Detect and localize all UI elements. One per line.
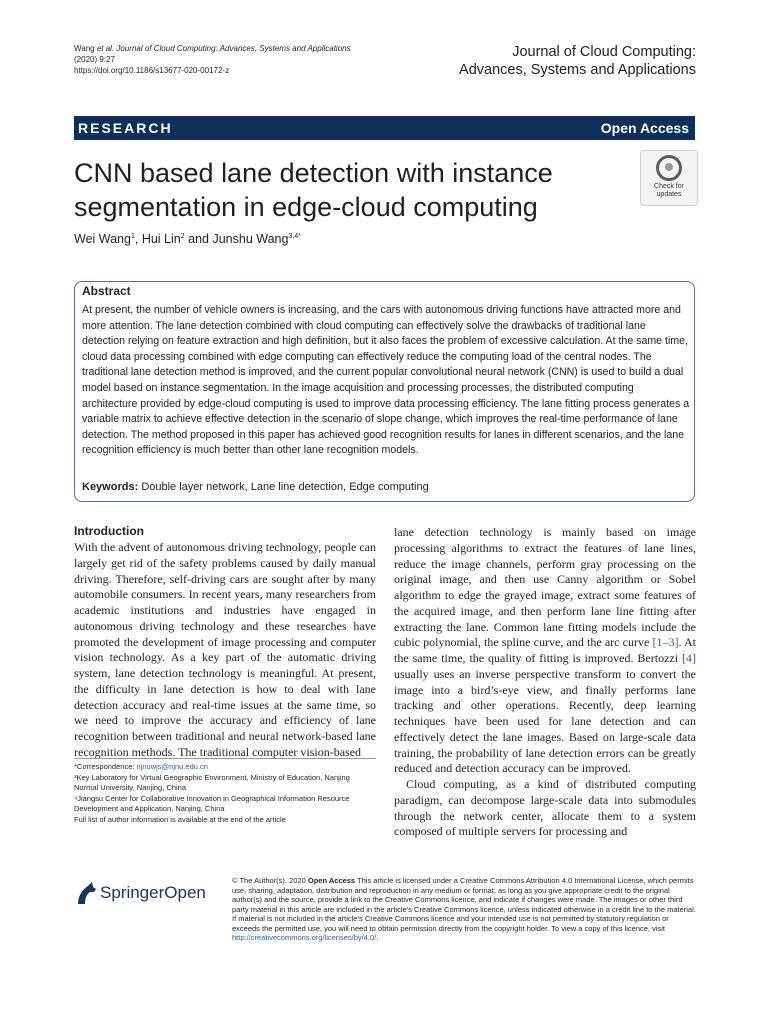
open-access-label: Open Access (600, 120, 689, 136)
keywords (82, 481, 690, 493)
author-info-note: Full list of author information is available at the end of the article (74, 814, 286, 824)
citation-link[interactable]: [4] (682, 651, 696, 665)
citation-journal: et al. Journal of Cloud Computing: Advances, Systems and Applications (96, 44, 351, 53)
section-label: RESEARCH (78, 120, 173, 136)
journal-name-line2: Advances, Systems and Applications (459, 62, 696, 78)
body-column-right (394, 525, 696, 840)
section-heading-introduction: Introduction (74, 524, 144, 538)
correspondence-email-link[interactable]: njnuwjs@njnu.edu.cn (136, 762, 208, 771)
license-text (232, 876, 698, 943)
author-affiliation: 2 (180, 232, 185, 240)
body-paragraph: lane detection technology is mainly based on image processing algorithms to extract the features of lane lines, reduce the image channels, perform gray processing on the original image, and then use Canny algorithm or Sobel algorithm to edge the grayed image, extract some features of the acquired image, and then perform lane line fitting after extracting the lane. Common lane fitting models include the cubic polynomial, the spline curve, and the arc curve (394, 525, 696, 650)
section-banner (74, 116, 695, 140)
crossmark-icon (656, 155, 682, 181)
springer-open-logo (74, 880, 219, 910)
author-name: Hui Lin (141, 232, 181, 246)
check-for-updates-button[interactable] (640, 150, 698, 206)
body-column-left: With the advent of autonomous driving technology, people can largely get rid of the safety problems caused by daily manual driving. Therefore, self-driving cars are sought after by many automobile consumers. In recent years, many researchers from academic institutions and industries have engaged in autonomous driving technology and these researches have promoted the development of image processing and computer vision technology. As a key part of the automatic driving system, lane detection technology is meaningful. At present, the difficulty in lane detection is how to deal with lane detection accuracy and real-time issues at the same time, so we need to improve the accuracy and efficiency of lane recognition between traditional and neural network-based lane recognition methods. The traditional computer vision-based (74, 540, 376, 759)
check-updates-line1: Check for (654, 183, 684, 190)
author-separator: and (184, 232, 213, 246)
citation-meta (74, 43, 374, 76)
keywords-list: Double layer network, Lane line detection, Edge computing (141, 481, 429, 493)
license-body: This article is licensed under a Creative Commons Attribution 4.0 International License, which permits use, sharing, adaptation, distribution and reproduction in any medium or format, as long as you give appropriate credit to the original author(s) and the source, provide a link to the Creative Commons licence, and indicate if changes were made. The images or other third party material in this article are included in the article’s Creative Commons licence, unless indicated otherwise in a credit line to the material. If material is not included in the article’s Creative Commons licence and your intended use is not permitted by statutory regulation or exceeds the permitted use, you will need to obtain permission directly from the copyright holder. To view a copy of this licence, visit (232, 876, 696, 933)
author-name: Wei Wang (74, 232, 131, 246)
copyright: © The Author(s). 2020 (232, 876, 308, 885)
citation-year: (2020) 9:27 (74, 55, 115, 64)
body-paragraph: usually uses an inverse perspective transform to convert the image into a bird’s-eye view, and finally performs lane tracking and other operations. Recently, deep learning techniques have been used for lane detection and can effectively detect the lane images. Based on large-scale data training, the probability of lane detection errors can be greatly reduced and detection accuracy can be improved. (394, 666, 696, 776)
author-separator: , (134, 232, 142, 246)
footnote-divider (74, 758, 376, 759)
affiliation-footnote: ³Key Laboratory for Virtual Geographic Environment, Ministry of Education, Nanjing Normal University, Nanjing, China (74, 772, 350, 793)
body-paragraph: . At the same time, the quality of fitting is improved. Bertozzi (394, 635, 696, 665)
keywords-label: Keywords: (82, 481, 139, 493)
author-name: Junshu Wang (212, 232, 289, 246)
body-paragraph: Cloud computing, as a kind of distributed computing paradigm, can decompose large-scale data into submodules through the network center, allocate them to a system composed of multiple servers for processing and (394, 777, 696, 839)
affiliation-footnote: ⁴Jiangsu Center for Collaborative Innovation in Geographical Information Resource Development and Application, Nanjing, China (74, 793, 350, 814)
springer-horse-icon (74, 880, 98, 908)
abstract-text: At present, the number of vehicle owners is increasing, and the cars with autonomous driving functions have attracted more and more attention. The lane detection combined with cloud computing can effectively solve the drawbacks of traditional lane detection relying on feature extraction and high definition, but it also faces the problem of excessive calculation. At the same time, cloud data processing combined with edge computing can effectively reduce the computing load of the central nodes. The traditional lane detection method is improved, and the current popular convolutional neural network (CNN) is used to build a dual model based on instance segmentation. In the image acquisition and processing processes, the distributed computing architecture provided by edge-cloud computing is used to improve data processing efficiency. The lane fitting process generates a variable matrix to achieve effective detection in the scenario of slope change, which improves the real-time performance of lane detection. The method proposed in this paper has achieved good recognition results for lanes in different scenarios, and the lane recognition efficiency is much better than other lane recognition models. (82, 304, 690, 457)
correspondence-label: *Correspondence: (74, 762, 137, 771)
author-list (74, 232, 301, 246)
citation-authors: Wang (74, 44, 97, 53)
open-brand-name: Open (164, 883, 206, 902)
citation-link[interactable]: [1–3] (652, 635, 679, 650)
check-updates-line2: updates (656, 191, 682, 198)
license-suffix: . (376, 933, 379, 942)
license-url-link[interactable]: http://creativecommons.org/licenses/by/4.0/ (232, 933, 377, 942)
license-open-access: Open Access (307, 876, 356, 885)
journal-name (396, 43, 696, 79)
journal-name-line1: Journal of Cloud Computing: (512, 44, 696, 60)
footnotes (74, 762, 376, 826)
author-affiliation: 1 (130, 232, 135, 240)
springer-brand-name: Springer (100, 883, 165, 902)
doi-link[interactable]: https://doi.org/10.1186/s13677-020-00172-z (74, 66, 230, 75)
author-affiliation: 3,4* (288, 232, 301, 240)
article-title: CNN based lane detection with instance segmentation in edge-cloud computing (74, 158, 553, 222)
abstract-heading: Abstract (82, 284, 131, 298)
